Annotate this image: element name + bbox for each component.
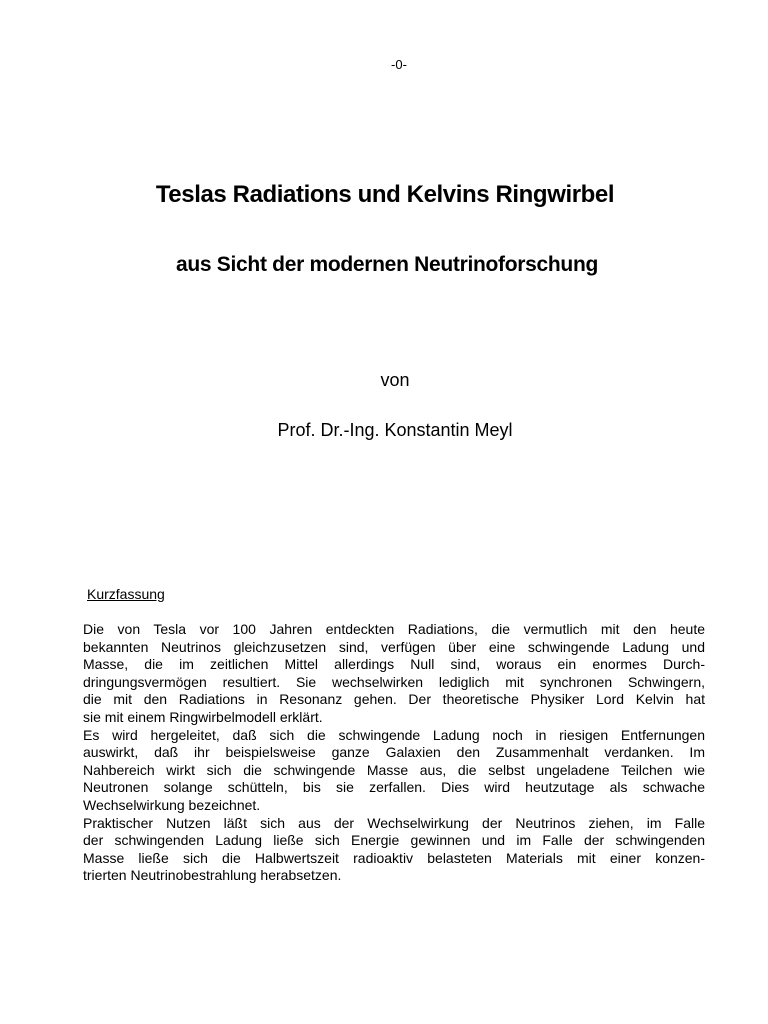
text-line: bekannten Neutrinos gleichzusetzen sind, verfügen über eine schwingende Ladung und: [83, 638, 705, 655]
text-line: Wechselwirkung bezeichnet.: [83, 796, 261, 813]
text-line: sie mit einem Ringwirbelmodell erklärt.: [83, 708, 323, 725]
abstract-paragraph: [83, 727, 705, 815]
page-number: -0-: [391, 57, 407, 72]
author-name: Prof. Dr.-Ing. Konstantin Meyl: [277, 420, 513, 440]
text-line: die mit den Radiations in Resonanz gehen. Der theoretische Physiker Lord Kelvin hat: [83, 691, 705, 708]
abstract-paragraph: [83, 815, 705, 885]
text-line: trierten Neutrinobestrahlung herabsetzen.: [83, 867, 342, 884]
text-line: Neutronen solange schütteln, bis sie zerfallen. Dies wird heutzutage als schwache: [83, 779, 705, 796]
text-line: der schwingenden Ladung ließe sich Energie gewinnen und im Falle der schwingenden: [83, 832, 705, 849]
text-line: Masse, die im zeitlichen Mittel allerdings Null sind, woraus ein enormes Durch-: [83, 656, 705, 673]
document-subtitle: aus Sicht der modernen Neutrinoforschung: [175, 253, 599, 276]
text-line: Es wird hergeleitet, daß sich die schwingende Ladung noch in riesigen Entfernungen: [83, 726, 705, 743]
abstract-heading: Kurzfassung: [87, 586, 165, 602]
text-line: auswirkt, daß ihr beispielsweise ganze Galaxien den Zusammenhalt verdanken. Im: [83, 744, 705, 761]
abstract-body: [83, 621, 705, 885]
abstract-paragraph: [83, 621, 705, 727]
text-line: Masse ließe sich die Halbwertszeit radioaktiv belasteten Materials mit einer konzen-: [83, 849, 705, 866]
byline: von: [380, 370, 410, 390]
document-title: Teslas Radiations und Kelvins Ringwirbel: [155, 181, 615, 208]
text-line: Nahbereich wirkt sich die schwingende Masse aus, die selbst ungeladene Teilchen wie: [83, 761, 705, 778]
text-line: Praktischer Nutzen läßt sich aus der Wechselwirkung der Neutrinos ziehen, im Falle: [83, 814, 705, 831]
text-line: Die von Tesla vor 100 Jahren entdeckten Radiations, die vermutlich mit den heute: [83, 621, 705, 637]
text-line: dringungsvermögen resultiert. Sie wechselwirken lediglich mit synchronen Schwingern,: [83, 673, 705, 690]
